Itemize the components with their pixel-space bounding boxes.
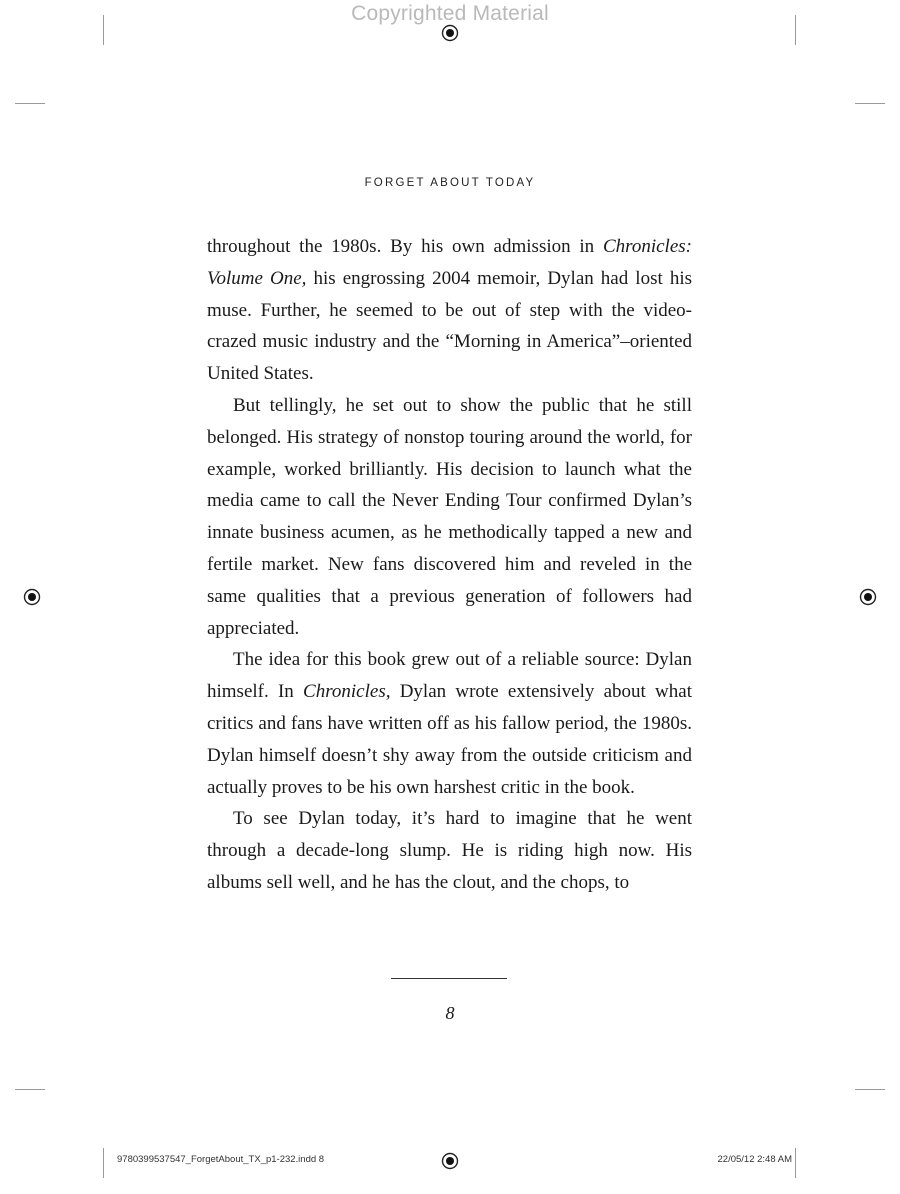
book-title-italic: Chronicles: Volume One,: [207, 236, 692, 289]
crop-mark-top-left: [103, 15, 104, 45]
paragraph-2: But tellingly, he set out to show the public that he still belonged. His strategy of nonstop touring around the world, for example, worked brilliantly. His decision to launch what the media came to call the Never Ending Tour confirmed Dylan’s innate business acumen, as he methodically tapped a new and fertile market. New fans discovered him and reveled in the same qualities that a previous generation of followers had appreciated.: [207, 394, 692, 639]
crop-mark-right-top: [855, 103, 885, 104]
slug-file-name: 9780399537547_ForgetAbout_TX_p1-232.indd 8: [117, 1154, 325, 1165]
body-text: [207, 231, 692, 899]
copyright-watermark: Copyrighted Material: [351, 2, 549, 25]
right-registration-mark-icon: [859, 588, 877, 606]
top-registration-mark-icon: [441, 24, 459, 42]
page-number: 8: [445, 1003, 455, 1023]
crop-mark-bottom-right: [795, 1148, 796, 1178]
crop-mark-left-bottom: [15, 1089, 45, 1090]
slug-datetime: 22/05/12 2:48 AM: [717, 1154, 792, 1165]
left-registration-mark-icon: [23, 588, 41, 606]
paragraph-1: throughout the 1980s. By his own admission in Chronicles: Volume One, his engrossing 2004 memoir, Dylan had lost his muse. Further, he seemed to be out of step with the video-crazed music industry and the “Morning in America”–oriented United States.: [207, 236, 692, 385]
book-title-italic: Chronicles,: [303, 681, 391, 703]
folio-rule: [391, 978, 507, 979]
crop-mark-top-right: [795, 15, 796, 45]
bottom-registration-mark-icon: [441, 1152, 459, 1170]
crop-mark-left-top: [15, 103, 45, 104]
crop-mark-bottom-left: [103, 1148, 104, 1178]
running-head: FORGET ABOUT TODAY: [364, 177, 536, 189]
paragraph-4: To see Dylan today, it’s hard to imagine that he went through a decade-long slump. He is riding high now. His albums sell well, and he has the clout, and the chops, to: [207, 808, 692, 893]
paragraph-3: The idea for this book grew out of a reliable source: Dylan himself. In Chronicles, Dylan wrote extensively about what critics and fans have written off as his fallow period, the 1980s. Dylan himself doesn’t shy away from the outside criticism and actually proves to be his own harshest critic in the book.: [207, 649, 692, 798]
crop-mark-right-bottom: [855, 1089, 885, 1090]
